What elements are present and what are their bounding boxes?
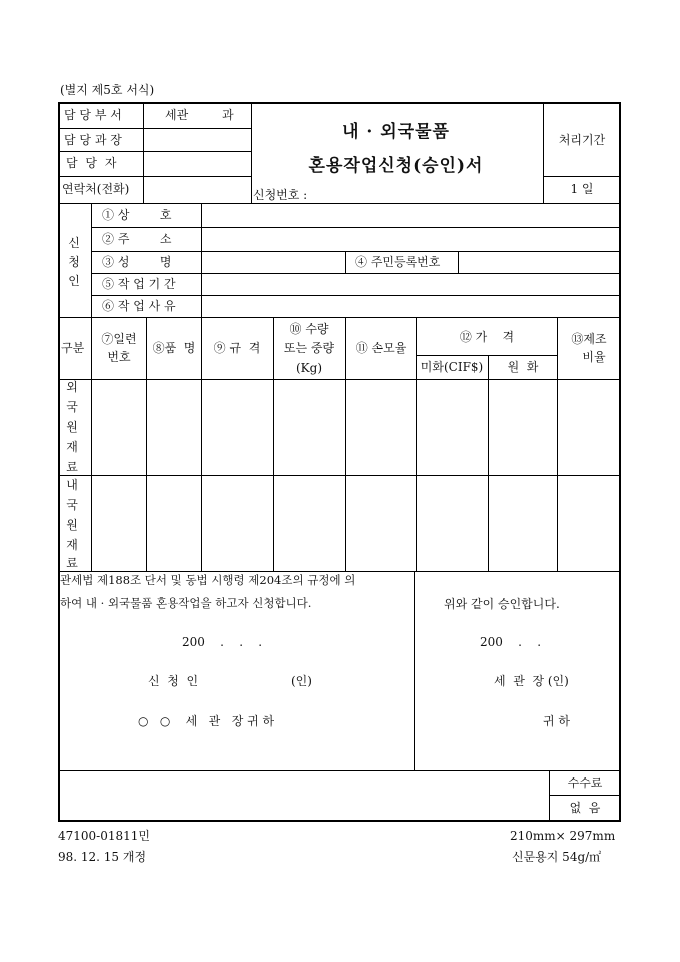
approval-date: 200 . . [480,635,542,649]
dept-label: 담 당 부 서 [64,108,122,122]
footer-paper-size: 210mm× 297mm [510,829,616,843]
staff-label: 담 당 자 [66,156,119,170]
row-foreign-label-3: 원 [66,420,78,434]
col-serial-1: ⑦일련 [101,332,137,346]
declaration-seal: (인) [291,674,312,688]
col-qty-3: (Kg) [295,361,323,375]
chief-label: 담 당 과 장 [64,133,122,147]
footer-revised: 98. 12. 15 개정 [58,850,147,864]
row-foreign-label-4: 재 [66,440,78,454]
row-domestic-label-5: 료 [66,556,78,570]
field-name: ③ 성 명 [102,255,172,269]
col-price-krw: 원 화 [507,360,539,374]
contact-label: 연락처(전화) [62,182,130,196]
approval-recipient: 귀 하 [543,714,570,728]
declaration-text-line-1: 관세법 제188조 단서 및 동법 시행령 제204조의 규정에 의 [60,573,356,587]
col-price-usd: 미화(CIF$) [420,360,484,374]
title-line-1: 내 · 외국물품 [342,122,450,142]
row-foreign-label-2: 국 [66,400,78,414]
footer-form-number: 47100-01811민 [58,829,150,843]
col-ratio-2: 비율 [582,350,606,364]
form-label: (별지 제5호 서식) [60,83,155,97]
col-qty-1: ⑩ 수량 [289,322,329,336]
approval-text: 위와 같이 승인합니다. [444,597,560,611]
field-company: ① 상 호 [102,208,172,222]
row-domestic-label-4: 재 [66,538,78,552]
declaration-date: 200 . . . [182,635,263,649]
col-loss-rate: ⑪ 손모율 [355,341,407,355]
processing-period-value: 1 일 [570,182,594,196]
processing-period-label: 처리기간 [558,133,606,147]
applicant-side-label-2: 청 [68,255,80,269]
row-domestic-label-2: 국 [66,498,78,512]
field-work-period: ⑤ 작 업 기 간 [102,277,176,291]
title-line-2: 혼용작업신청(승인)서 [308,156,484,176]
applicant-side-label-3: 인 [68,274,80,288]
application-number-label: 신청번호 : [253,188,308,202]
dept-value-customs: 세관 [165,108,189,122]
approval-signer: 세 관 장 (인) [494,674,569,688]
col-serial-2: 번호 [107,350,131,364]
fee-value: 없 음 [569,801,601,815]
row-foreign-label-5: 료 [66,460,78,474]
declaration-text-line-2: 하여 내 · 외국물품 혼용작업을 하고자 신청합니다. [60,596,312,610]
fee-label: 수수료 [567,776,603,790]
applicant-side-label-1: 신 [68,236,80,250]
col-spec: ⑨ 규 격 [213,341,261,355]
field-resident-id: ④ 주민등록번호 [355,255,441,269]
row-domestic-label-3: 원 [66,518,78,532]
col-qty-2: 또는 중량 [283,341,335,355]
row-domestic-label-1: 내 [66,478,78,492]
dept-value-section: 과 [222,108,234,122]
col-price: ⑫ 가 격 [459,330,515,344]
col-ratio-1: ⑬제조 [571,332,607,346]
field-address: ② 주 소 [102,232,172,246]
declaration-addressee: ○ ○ 세 관 장 귀 하 [138,714,275,728]
row-foreign-label-1: 외 [66,380,78,394]
col-gubun: 구분 [61,341,85,355]
col-item-name: ⑧품 명 [152,341,196,355]
declaration-applicant: 신 청 인 [148,674,199,688]
footer-paper-type: 신문용지 54g/㎡ [512,850,602,864]
field-work-reason: ⑥ 작 업 사 유 [102,299,176,313]
